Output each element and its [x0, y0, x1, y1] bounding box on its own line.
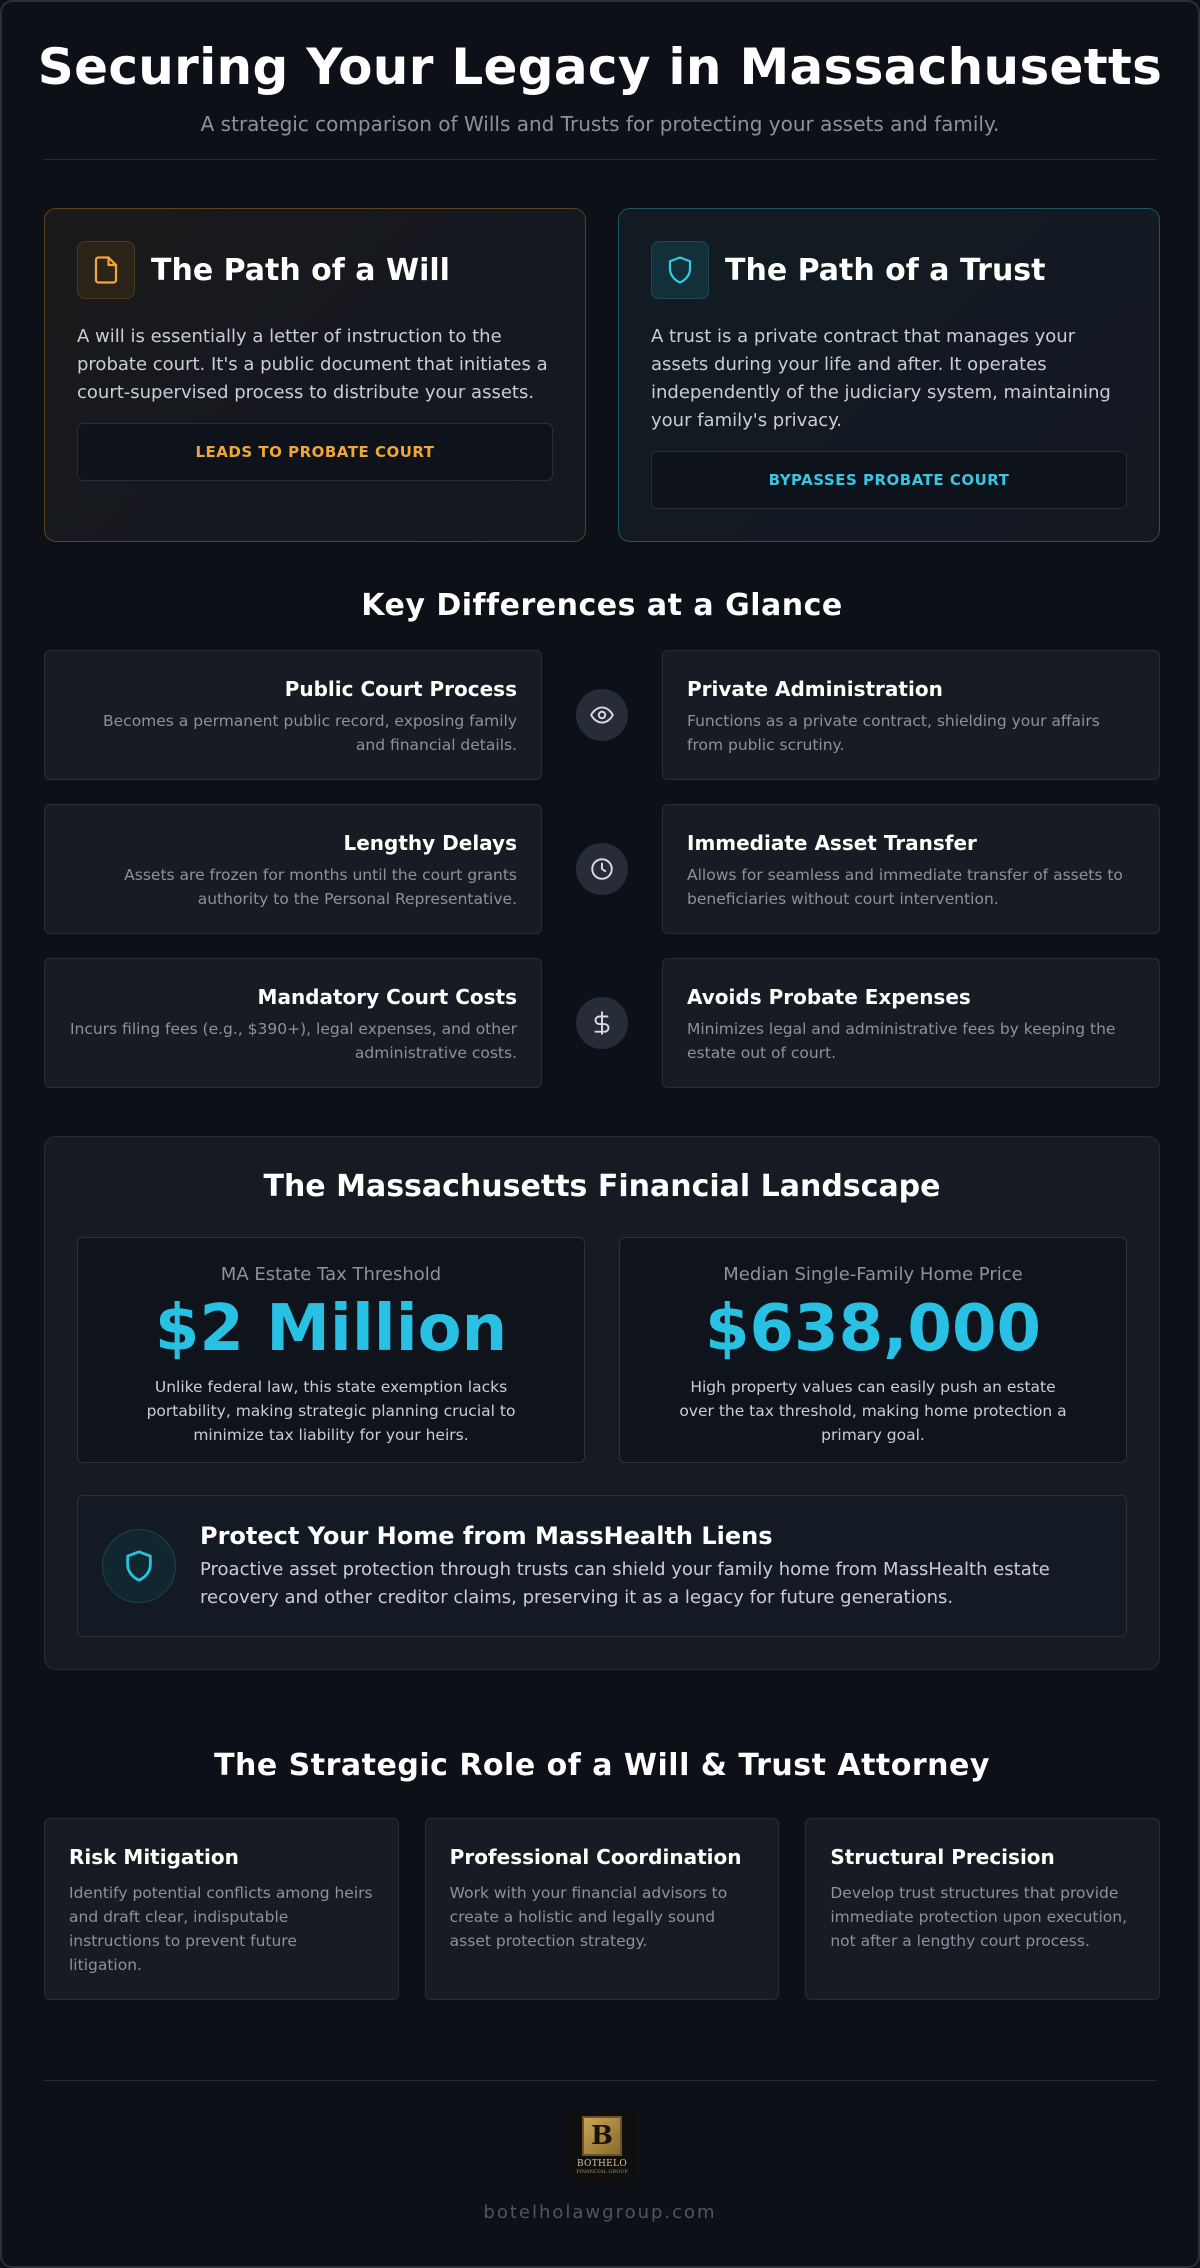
stat-card: [77, 1237, 585, 1463]
stat-value: $638,000: [704, 1292, 1042, 1366]
will-path-tag: LEADS TO PROBATE COURT: [77, 423, 553, 481]
path-comparison: [44, 208, 1160, 542]
will-difference-text: Incurs filing fees (e.g., $390+), legal expenses, and other administrative costs.: [69, 1020, 517, 1062]
dollar-icon: [576, 997, 628, 1049]
stat-card: [619, 1237, 1127, 1463]
website-link[interactable]: botelholawgroup.com: [483, 2202, 717, 2223]
will-difference-title: Lengthy Delays: [343, 831, 517, 855]
will-difference-title: Mandatory Court Costs: [257, 985, 517, 1009]
attorney-role-cards: [44, 1818, 1160, 2000]
trust-difference-card: [662, 958, 1160, 1088]
trust-difference-text: Minimizes legal and administrative fees by keeping the estate out of court.: [687, 1020, 1116, 1062]
eye-icon: [576, 689, 628, 741]
differences-title: Key Differences at a Glance: [361, 588, 843, 623]
attorney-role-title: The Strategic Role of a Will & Trust Attorney: [214, 1748, 990, 1783]
page-subtitle: A strategic comparison of Wills and Trusts for protecting your assets and family.: [200, 112, 1000, 136]
role-card: [44, 1818, 399, 2000]
difference-row: [44, 804, 1160, 934]
trust-difference-card: [662, 804, 1160, 934]
trust-difference-title: Avoids Probate Expenses: [687, 985, 971, 1009]
will-path-text: A will is essentially a letter of instruction to the probate court. It's a public document that initiates a court-supervised process to distribute your assets.: [77, 326, 548, 403]
will-difference-card: [44, 958, 542, 1088]
document-icon: [77, 241, 135, 299]
masshealth-protection-callout: [77, 1495, 1127, 1637]
role-card: [425, 1818, 780, 2000]
trust-path-text: A trust is a private contract that manages your assets during your life and after. It operates independently of the judiciary system, maintaining your family's privacy.: [651, 326, 1111, 431]
will-difference-card: [44, 650, 542, 780]
difference-row: [44, 958, 1160, 1088]
financial-landscape-panel: [44, 1136, 1160, 1670]
shield-icon: [651, 241, 709, 299]
difference-row: [44, 650, 1160, 780]
stat-label: Median Single-Family Home Price: [723, 1264, 1023, 1285]
role-title: Professional Coordination: [449, 1845, 742, 1869]
protect-text: Proactive asset protection through trusts can shield your family home from MassHealth estate recovery and other creditor claims, preserving it as a legacy for future generations.: [200, 1559, 1050, 1608]
clock-icon: [576, 843, 628, 895]
trust-path-title: The Path of a Trust: [725, 252, 1046, 288]
landscape-title: The Massachusetts Financial Landscape: [263, 1169, 941, 1204]
trust-difference-title: Private Administration: [687, 677, 943, 701]
footer-divider: [44, 2080, 1156, 2081]
will-difference-title: Public Court Process: [284, 677, 517, 701]
role-text: Work with your financial advisors to create a holistic and legally sound asset protection strategy.: [449, 1884, 728, 1950]
trust-difference-text: Allows for seamless and immediate transfer of assets to beneficiaries without court intervention.: [687, 866, 1123, 908]
stat-label: MA Estate Tax Threshold: [220, 1264, 442, 1285]
logo-letter: B: [591, 2120, 613, 2151]
company-logo: [566, 2109, 638, 2181]
trust-path-card: [618, 208, 1160, 542]
will-difference-text: Assets are frozen for months until the court grants authority to the Personal Representative.: [124, 866, 517, 908]
trust-path-tag: BYPASSES PROBATE COURT: [651, 451, 1127, 509]
trust-difference-text: Functions as a private contract, shielding your affairs from public scrutiny.: [687, 712, 1100, 754]
will-path-card: [44, 208, 586, 542]
will-path-title: The Path of a Will: [151, 252, 450, 288]
will-difference-card: [44, 804, 542, 934]
page-title: Securing Your Legacy in Massachusetts: [37, 38, 1163, 96]
role-title: Structural Precision: [830, 1845, 1055, 1869]
shield-icon: [102, 1529, 176, 1603]
stat-description: Unlike federal law, this state exemption lacks portability, making strategic planning crucial to minimize tax liability for your heirs.: [146, 1378, 516, 1444]
logo-name: BOTHELO: [576, 2158, 628, 2169]
trust-difference-title: Immediate Asset Transfer: [687, 831, 977, 855]
will-difference-text: Becomes a permanent public record, exposing family and financial details.: [103, 712, 517, 754]
trust-difference-card: [662, 650, 1160, 780]
stat-value: $2 Million: [154, 1292, 508, 1366]
logo-subtitle: FINANCIAL GROUP: [576, 2168, 628, 2175]
stat-description: High property values can easily push an estate over the tax threshold, making home protection a primary goal.: [679, 1378, 1067, 1444]
role-card: [805, 1818, 1160, 2000]
role-text: Identify potential conflicts among heirs and draft clear, indisputable instructions to prevent future litigation.: [69, 1884, 373, 1974]
role-text: Develop trust structures that provide immediate protection upon execution, not after a lengthy court process.: [830, 1884, 1128, 1950]
header-divider: [44, 159, 1156, 160]
protect-title: Protect Your Home from MassHealth Liens: [200, 1522, 773, 1550]
role-title: Risk Mitigation: [69, 1845, 239, 1869]
page-header: [2, 2, 1198, 136]
